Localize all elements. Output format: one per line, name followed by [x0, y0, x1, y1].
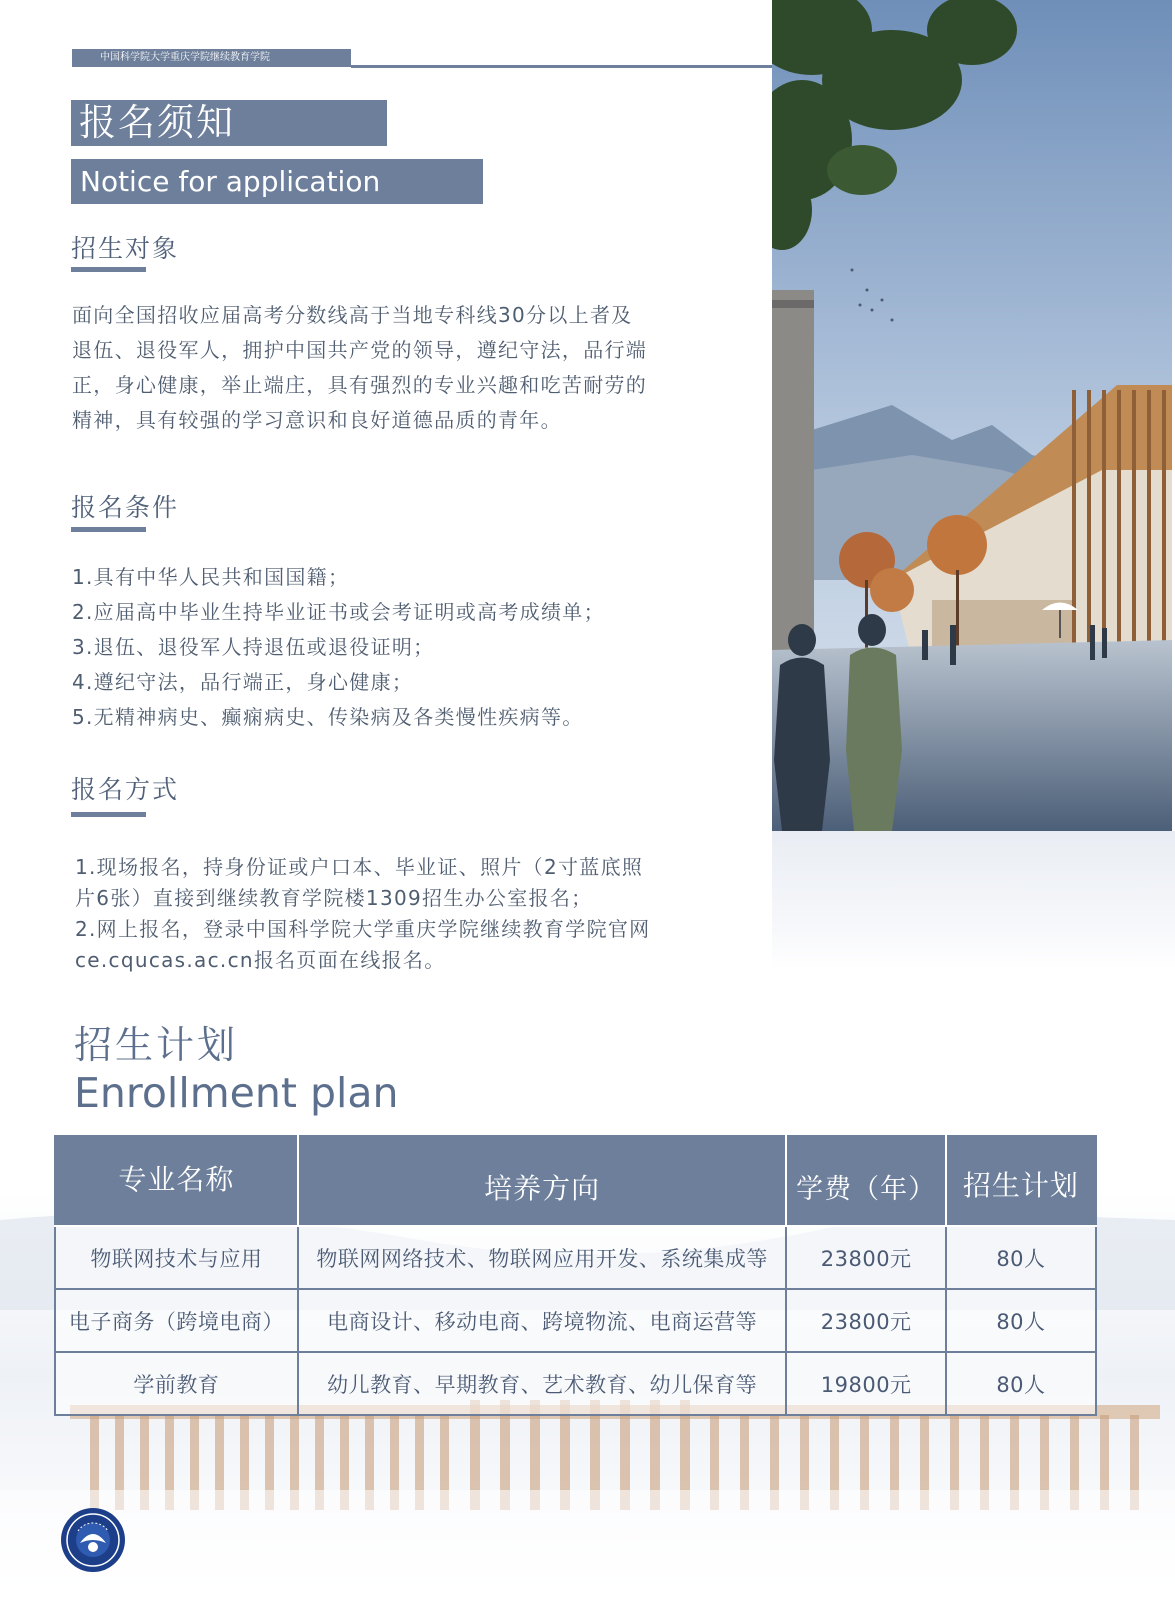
- section-heading-target: 招生对象: [71, 234, 180, 263]
- cell-major: 学前教育: [55, 1352, 298, 1415]
- enrollment-title-cn: 招生计划: [74, 1023, 239, 1067]
- list-item: 片6张）直接到继续教育学院楼1309招生办公室报名；: [75, 886, 593, 910]
- campus-photo: [772, 0, 1172, 831]
- conditions-list: [72, 560, 605, 735]
- photo-fade: [772, 831, 1175, 971]
- cell-major: 物联网技术与应用: [55, 1226, 298, 1289]
- list-item: 3.退伍、退役军人持退伍或退役证明；: [72, 635, 435, 659]
- list-item: 1.现场报名，持身份证或户口本、毕业证、照片（2寸蓝底照: [75, 855, 644, 879]
- cell-quota: 80人: [946, 1352, 1096, 1415]
- table-row: [55, 1352, 1096, 1415]
- list-item: 4.遵纪守法，品行端正，身心健康；: [72, 670, 414, 694]
- university-logo: [60, 1507, 126, 1573]
- cell-tuition: 23800元: [786, 1289, 945, 1352]
- list-item: 1.具有中华人民共和国国籍；: [72, 565, 350, 589]
- section-underline: [71, 527, 146, 532]
- page-title-en: Notice for application: [80, 165, 381, 198]
- list-item: 5.无精神病史、癫痫病史、传染病及各类慢性疾病等。: [72, 705, 584, 729]
- list-item: ce.cqucas.ac.cn报名页面在线报名。: [75, 948, 446, 972]
- page-title-cn: 报名须知: [79, 101, 235, 144]
- cell-tuition: 19800元: [786, 1352, 945, 1415]
- method-list: [75, 852, 650, 976]
- header-org-name: 中国科学院大学重庆学院继续教育学院: [100, 52, 270, 63]
- section-heading-method: 报名方式: [71, 775, 180, 804]
- cell-major: 电子商务（跨境电商）: [55, 1289, 298, 1352]
- column-header-major: 专业名称: [55, 1136, 298, 1226]
- cell-quota: 80人: [946, 1289, 1096, 1352]
- list-item: 2.应届高中毕业生持毕业证书或会考证明或高考成绩单；: [72, 600, 605, 624]
- paragraph-line: 正，身心健康，举止端庄，具有强烈的专业兴趣和吃苦耐劳的: [72, 373, 648, 397]
- column-header-direction: 培养方向: [298, 1136, 787, 1226]
- section-underline: [71, 267, 146, 272]
- table-row: [55, 1289, 1096, 1352]
- table-header-row: [55, 1136, 1096, 1226]
- column-header-quota: 招生计划: [946, 1136, 1096, 1226]
- paragraph-line: 面向全国招收应届高考分数线高于当地专科线30分以上者及: [72, 303, 633, 327]
- list-item: 2.网上报名，登录中国科学院大学重庆学院继续教育学院官网: [75, 917, 651, 941]
- table-row: [55, 1226, 1096, 1289]
- cell-tuition: 23800元: [786, 1226, 945, 1289]
- cell-direction: 电商设计、移动电商、跨境物流、电商运营等: [298, 1289, 787, 1352]
- enrollment-table: [54, 1135, 1097, 1416]
- enrollment-title-en: Enrollment plan: [74, 1069, 399, 1117]
- section-heading-conditions: 报名条件: [71, 493, 180, 522]
- cell-quota: 80人: [946, 1226, 1096, 1289]
- paragraph-line: 精神，具有较强的学习意识和良好道德品质的青年。: [72, 408, 562, 432]
- target-paragraph: [72, 298, 647, 438]
- paragraph-line: 退伍、退役军人，拥护中国共产党的领导，遵纪守法，品行端: [72, 338, 648, 362]
- cell-direction: 物联网网络技术、物联网应用开发、系统集成等: [298, 1226, 787, 1289]
- section-underline: [71, 812, 146, 817]
- cell-direction: 幼儿教育、早期教育、艺术教育、幼儿保育等: [298, 1352, 787, 1415]
- column-header-tuition: 学费（年）: [786, 1136, 945, 1226]
